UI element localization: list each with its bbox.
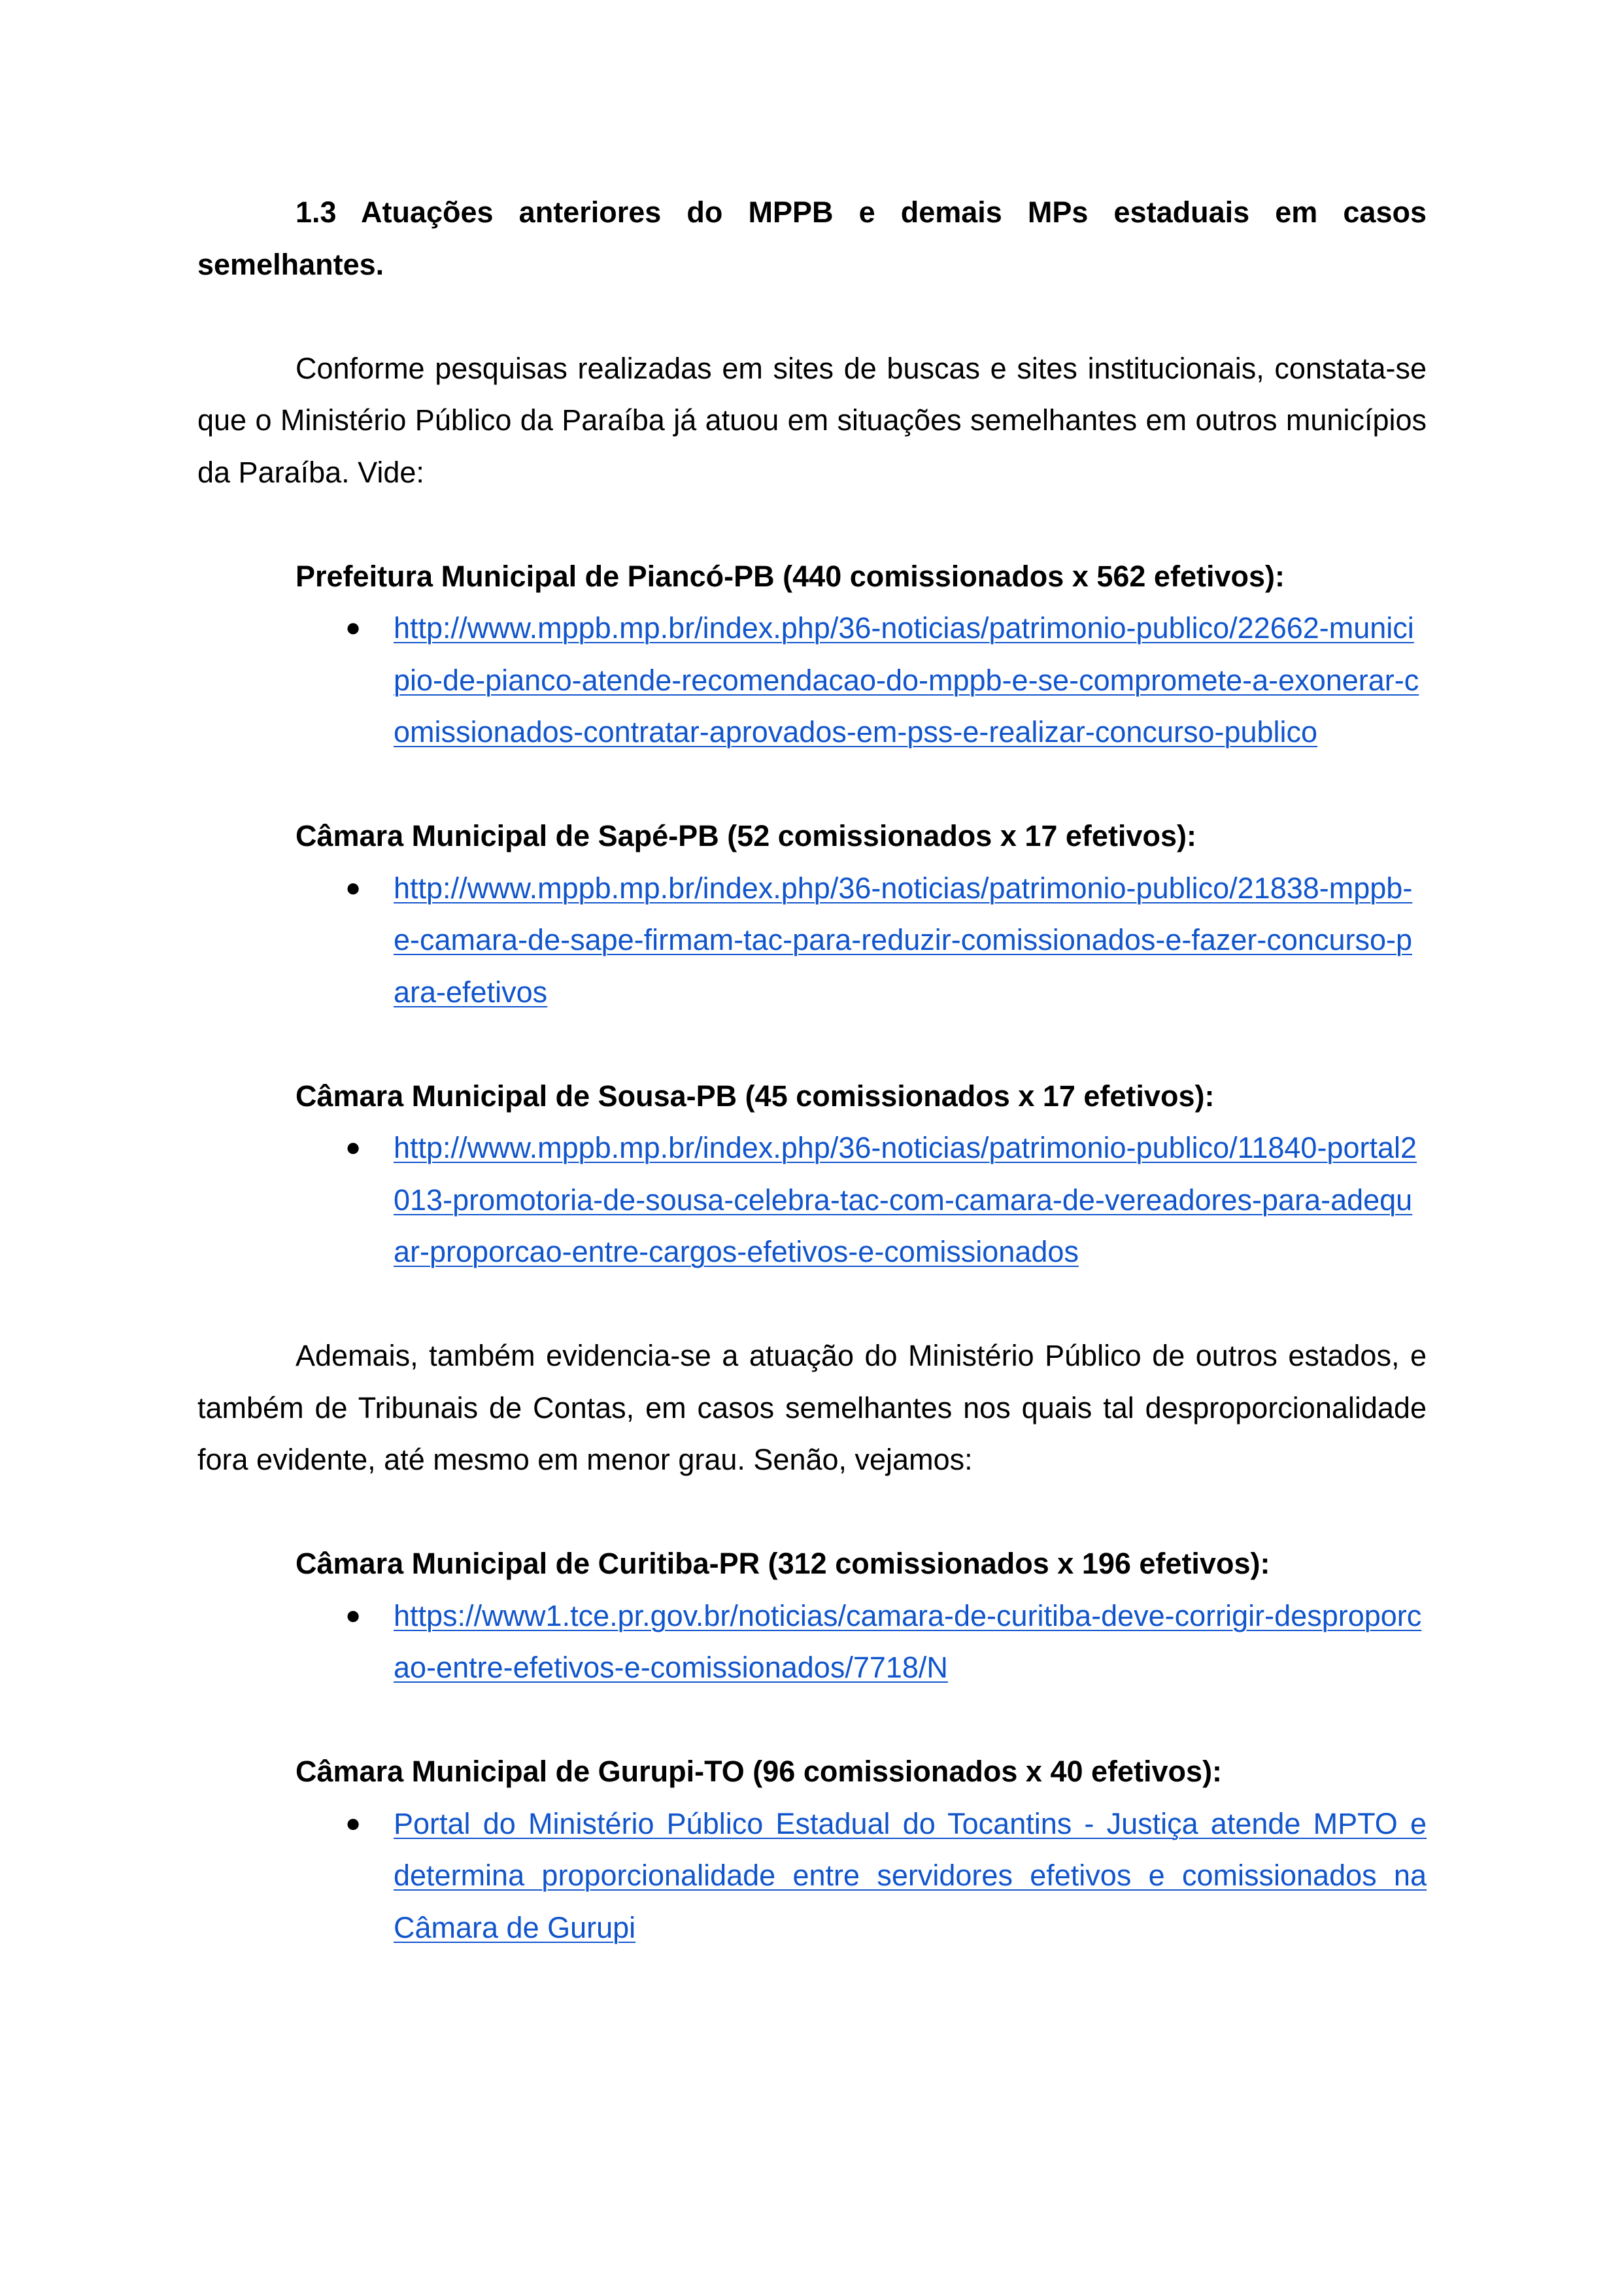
bullet-icon: ● [345, 1600, 362, 1630]
bullet-icon: ● [345, 1808, 362, 1838]
list-item [197, 602, 1427, 758]
list-item [197, 1122, 1427, 1278]
bullet-icon: ● [345, 1133, 362, 1162]
page-content [197, 186, 1427, 1953]
spacer [197, 1018, 1427, 1070]
link-pianco[interactable]: http://www.mppb.mp.br/index.php/36-noticias/patrimonio-publico/22662-municipio-de-pianco-atende-recomendacao-do-mppb-e-se-compromete-a-exonerar-comissionados-contratar-aprovados-em-pss-e-realizar-concurso-publico [394, 611, 1419, 749]
link-sousa[interactable]: http://www.mppb.mp.br/index.php/36-noticias/patrimonio-publico/11840-portal2013-promotoria-de-sousa-celebra-tac-com-camara-de-vereadores-para-adequar-proporcao-entre-cargos-efetivos-e-comissionados [394, 1131, 1417, 1268]
bullet-icon: ● [345, 613, 362, 642]
spacer [197, 498, 1427, 550]
link-gurupi[interactable]: Portal do Ministério Público Estadual do Tocantins - Justiça atende MPTO e determina proporcionalidade entre servidores efetivos e comissionados na Câmara de Gurupi [394, 1806, 1427, 1944]
case-title-pianco: Prefeitura Municipal de Piancó-PB (440 comissionados x 562 efetivos): [296, 559, 1285, 593]
list-item [197, 1590, 1427, 1694]
case-title-gurupi: Câmara Municipal de Gurupi-TO (96 comissionados x 40 efetivos): [296, 1755, 1223, 1788]
spacer [197, 1486, 1427, 1538]
spacer [197, 290, 1427, 343]
other-states-paragraph: Ademais, também evidencia-se a atuação do Ministério Público de outros estados, e também de Tribunais de Contas, em casos semelhantes nos quais tal desproporcionalidade fora evidente, até mesmo em menor grau. Senão, vejamos: [197, 1339, 1427, 1476]
section-title-line1: Atuações anteriores do MPPB e demais MPs estaduais em casos [361, 195, 1427, 229]
spacer [197, 758, 1427, 811]
case-title-curitiba: Câmara Municipal de Curitiba-PR (312 comissionados x 196 efetivos): [296, 1547, 1270, 1580]
spacer [197, 1694, 1427, 1746]
link-sape[interactable]: http://www.mppb.mp.br/index.php/36-noticias/patrimonio-publico/21838-mppb-e-camara-de-sape-firmam-tac-para-reduzir-comissionados-e-fazer-concurso-para-efetivos [394, 871, 1413, 1009]
bullet-icon: ● [345, 873, 362, 902]
intro-paragraph: Conforme pesquisas realizadas em sites de buscas e sites institucionais, constata-se que o Ministério Público da Paraíba já atuou em situações semelhantes em outros municípios da Paraíba. Vide: [197, 351, 1427, 489]
case-title-sape: Câmara Municipal de Sapé-PB (52 comissionados x 17 efetivos): [296, 819, 1196, 852]
case-title-sousa: Câmara Municipal de Sousa-PB (45 comissionados x 17 efetivos): [296, 1079, 1215, 1113]
list-item [197, 1798, 1427, 1954]
list-item [197, 862, 1427, 1019]
spacer [197, 1278, 1427, 1330]
section-title-line2: semelhantes. [197, 247, 384, 281]
section-number: 1.3 [296, 195, 337, 229]
link-curitiba[interactable]: https://www1.tce.pr.gov.br/noticias/camara-de-curitiba-deve-corrigir-desproporcao-entre-efetivos-e-comissionados/7718/N [394, 1598, 1422, 1684]
section-heading [197, 186, 1427, 290]
